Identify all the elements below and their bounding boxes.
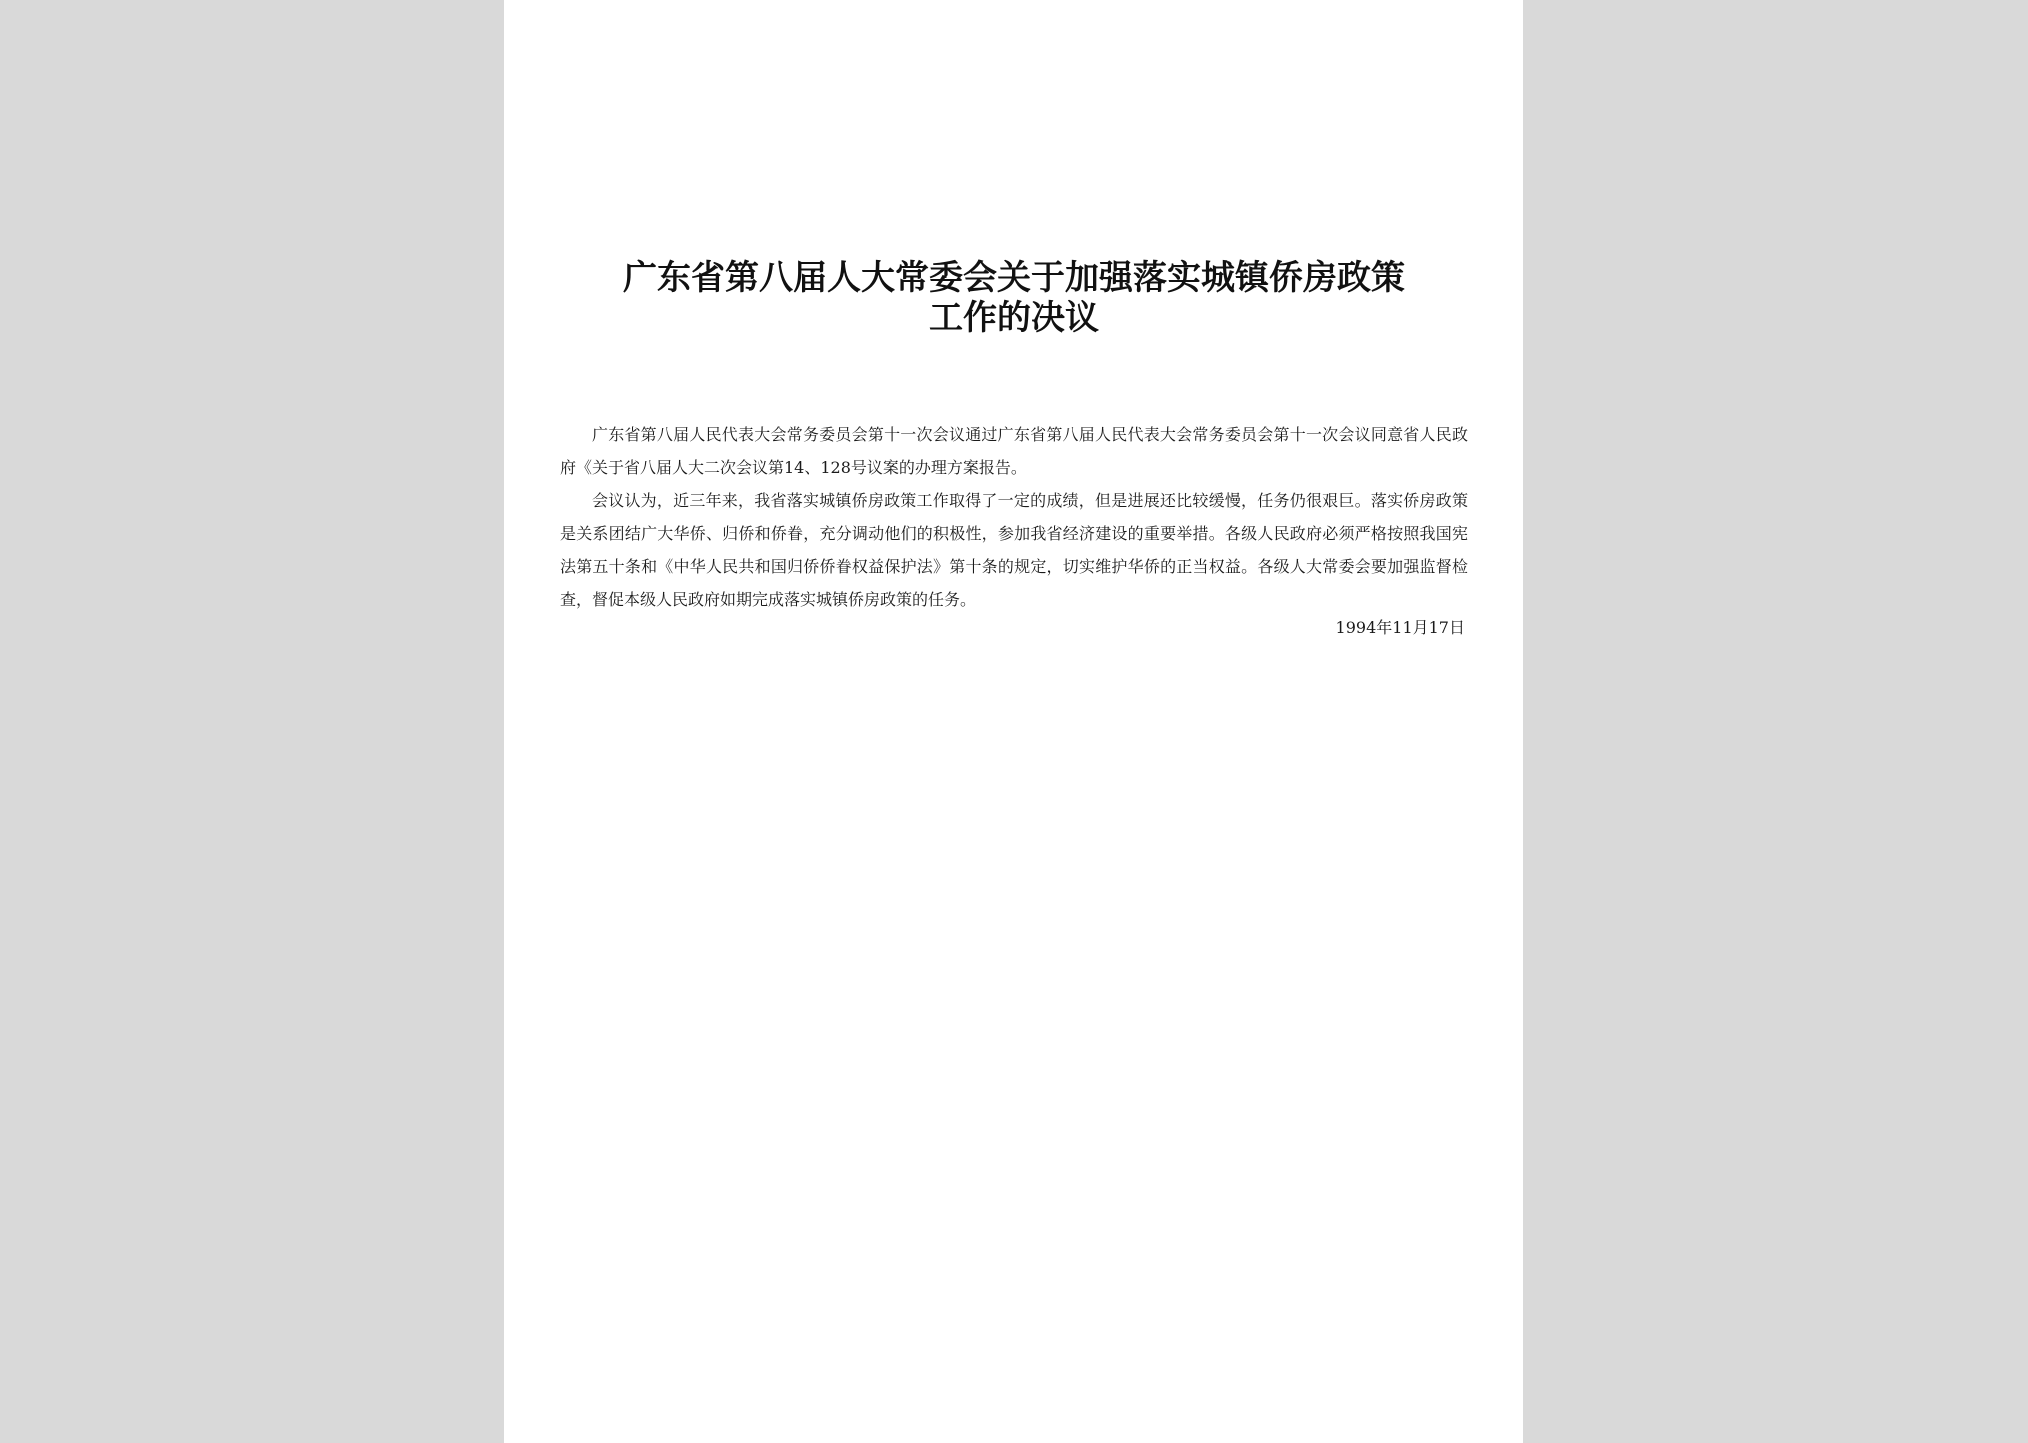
paragraph-2: 会议认为，近三年来，我省落实城镇侨房政策工作取得了一定的成绩，但是进展还比较缓慢，任务仍很艰巨。落实侨房政策是关系团结广大华侨、归侨和侨眷，充分调动他们的积极性，参加我省经济建设的重要举措。各级人民政府必须严格按照我国宪法第五十条和《中华人民共和国归侨侨眷权益保护法》第十条的规定，切实维护华侨的正当权益。各级人大常委会要加强监督检查，督促本级人民政府如期完成落实城镇侨房政策的任务。 xyxy=(560,491,1468,609)
document-page xyxy=(504,0,1523,1443)
title-line-1: 广东省第八届人大常委会关于加强落实城镇侨房政策 xyxy=(623,258,1405,298)
document-body xyxy=(560,418,1468,616)
document-title xyxy=(564,258,1464,338)
paragraph-1: 广东省第八届人民代表大会常务委员会第十一次会议通过广东省第八届人民代表大会常务委员会第十一次会议同意省人民政府《关于省八届人大二次会议第14、128号议案的办理方案报告。 xyxy=(560,425,1468,477)
document-date: 1994年11月17日 xyxy=(1335,618,1465,637)
title-line-2: 工作的决议 xyxy=(929,298,1099,338)
